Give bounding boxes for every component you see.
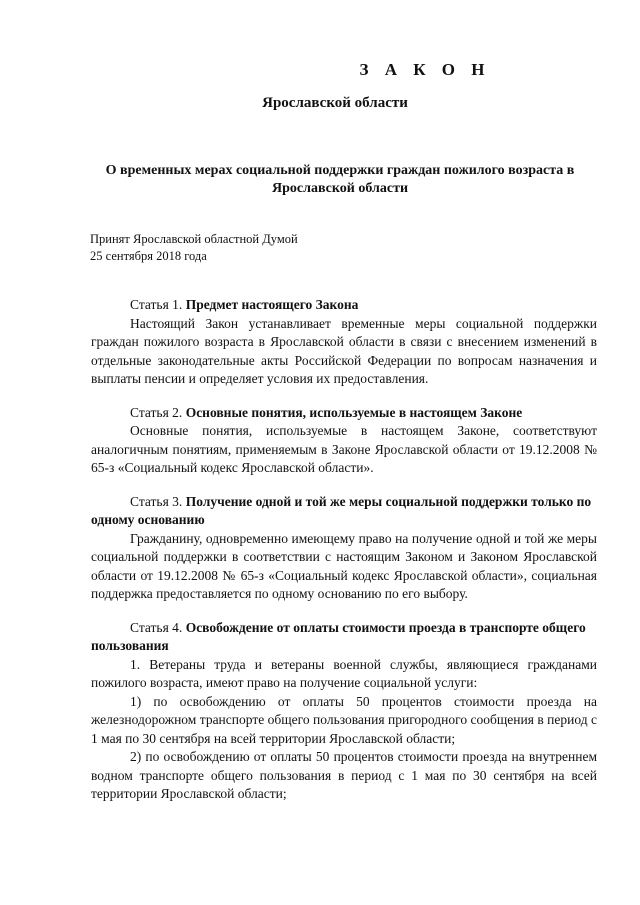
article-2 (91, 404, 597, 478)
region-title: Ярославской области (262, 95, 408, 111)
law-title: З А К О Н (359, 60, 491, 79)
article-heading (91, 619, 597, 656)
article-paragraph: 2) по освобождению от оплаты 50 процентов стоимости проезда на внутреннем водном транспорте общего пользования в период с 1 мая по 30 сентября на всей территории Ярославской области; (91, 749, 597, 801)
article-paragraph: Основные понятия, используемые в настоящем Законе, соответствуют аналогичным понятиям, применяемым в Законе Ярославской области от 19.12.2008 № 65-з «Социальный кодекс Ярославской области». (91, 423, 597, 475)
article-number: Статья 1. (130, 297, 183, 312)
adoption-date: 25 сентября 2018 года (90, 249, 207, 263)
article-paragraph: 1. Ветераны труда и ветераны военной службы, являющиеся гражданами пожилого возраста, имеют право на получение социальной услуги: (91, 656, 597, 690)
article-number: Статья 4. (130, 619, 183, 635)
article-paragraph: 1) по освобождению от оплаты 50 процентов стоимости проезда на железнодорожном транспорте общего пользования пригородного сообщения в период с 1 мая по 30 сентября на всей территории Ярославской области; (91, 693, 597, 746)
article-title: Предмет настоящего Закона (185, 297, 359, 312)
articles (91, 296, 597, 819)
article-heading (91, 493, 597, 530)
article-heading (91, 404, 597, 423)
article-paragraph: Гражданину, одновременно имеющему право на получение одной и той же меры социальной поддержки в соответствии с настоящим Законом и Законом Ярославской области от 19.12.2008 № 65-з «Социальный кодекс Ярославской области», социальная поддержка предоставляется по одному основанию по его выбору. (91, 530, 597, 601)
adoption-info (90, 231, 490, 265)
adoption-body: Принят Ярославской областной Думой (90, 232, 298, 246)
article-3 (91, 493, 597, 604)
article-number: Статья 2. (130, 404, 183, 420)
article-title: Освобождение от оплаты стоимости проезда в транспорте общего пользования (91, 619, 586, 653)
article-paragraph: Настоящий Закон устанавливает временные меры социальной поддержки граждан пожилого возраста в Ярославской области в связи с внесением изменений в отдельные законодательные акты Российской Федерации по вопросам назначения и выплаты пенсии и определяет условия их предоставления. (91, 315, 597, 386)
document-heading: О временных мерах социальной поддержки граждан пожилого возраста в Ярославской области (105, 163, 575, 196)
article-4 (91, 619, 597, 804)
article-title: Основные понятия, используемые в настоящем Законе (185, 404, 523, 420)
article-title: Получение одной и той же меры социальной поддержки только по одному основанию (91, 493, 592, 527)
article-heading (91, 296, 597, 315)
article-number: Статья 3. (130, 493, 183, 509)
article-1 (91, 296, 597, 389)
